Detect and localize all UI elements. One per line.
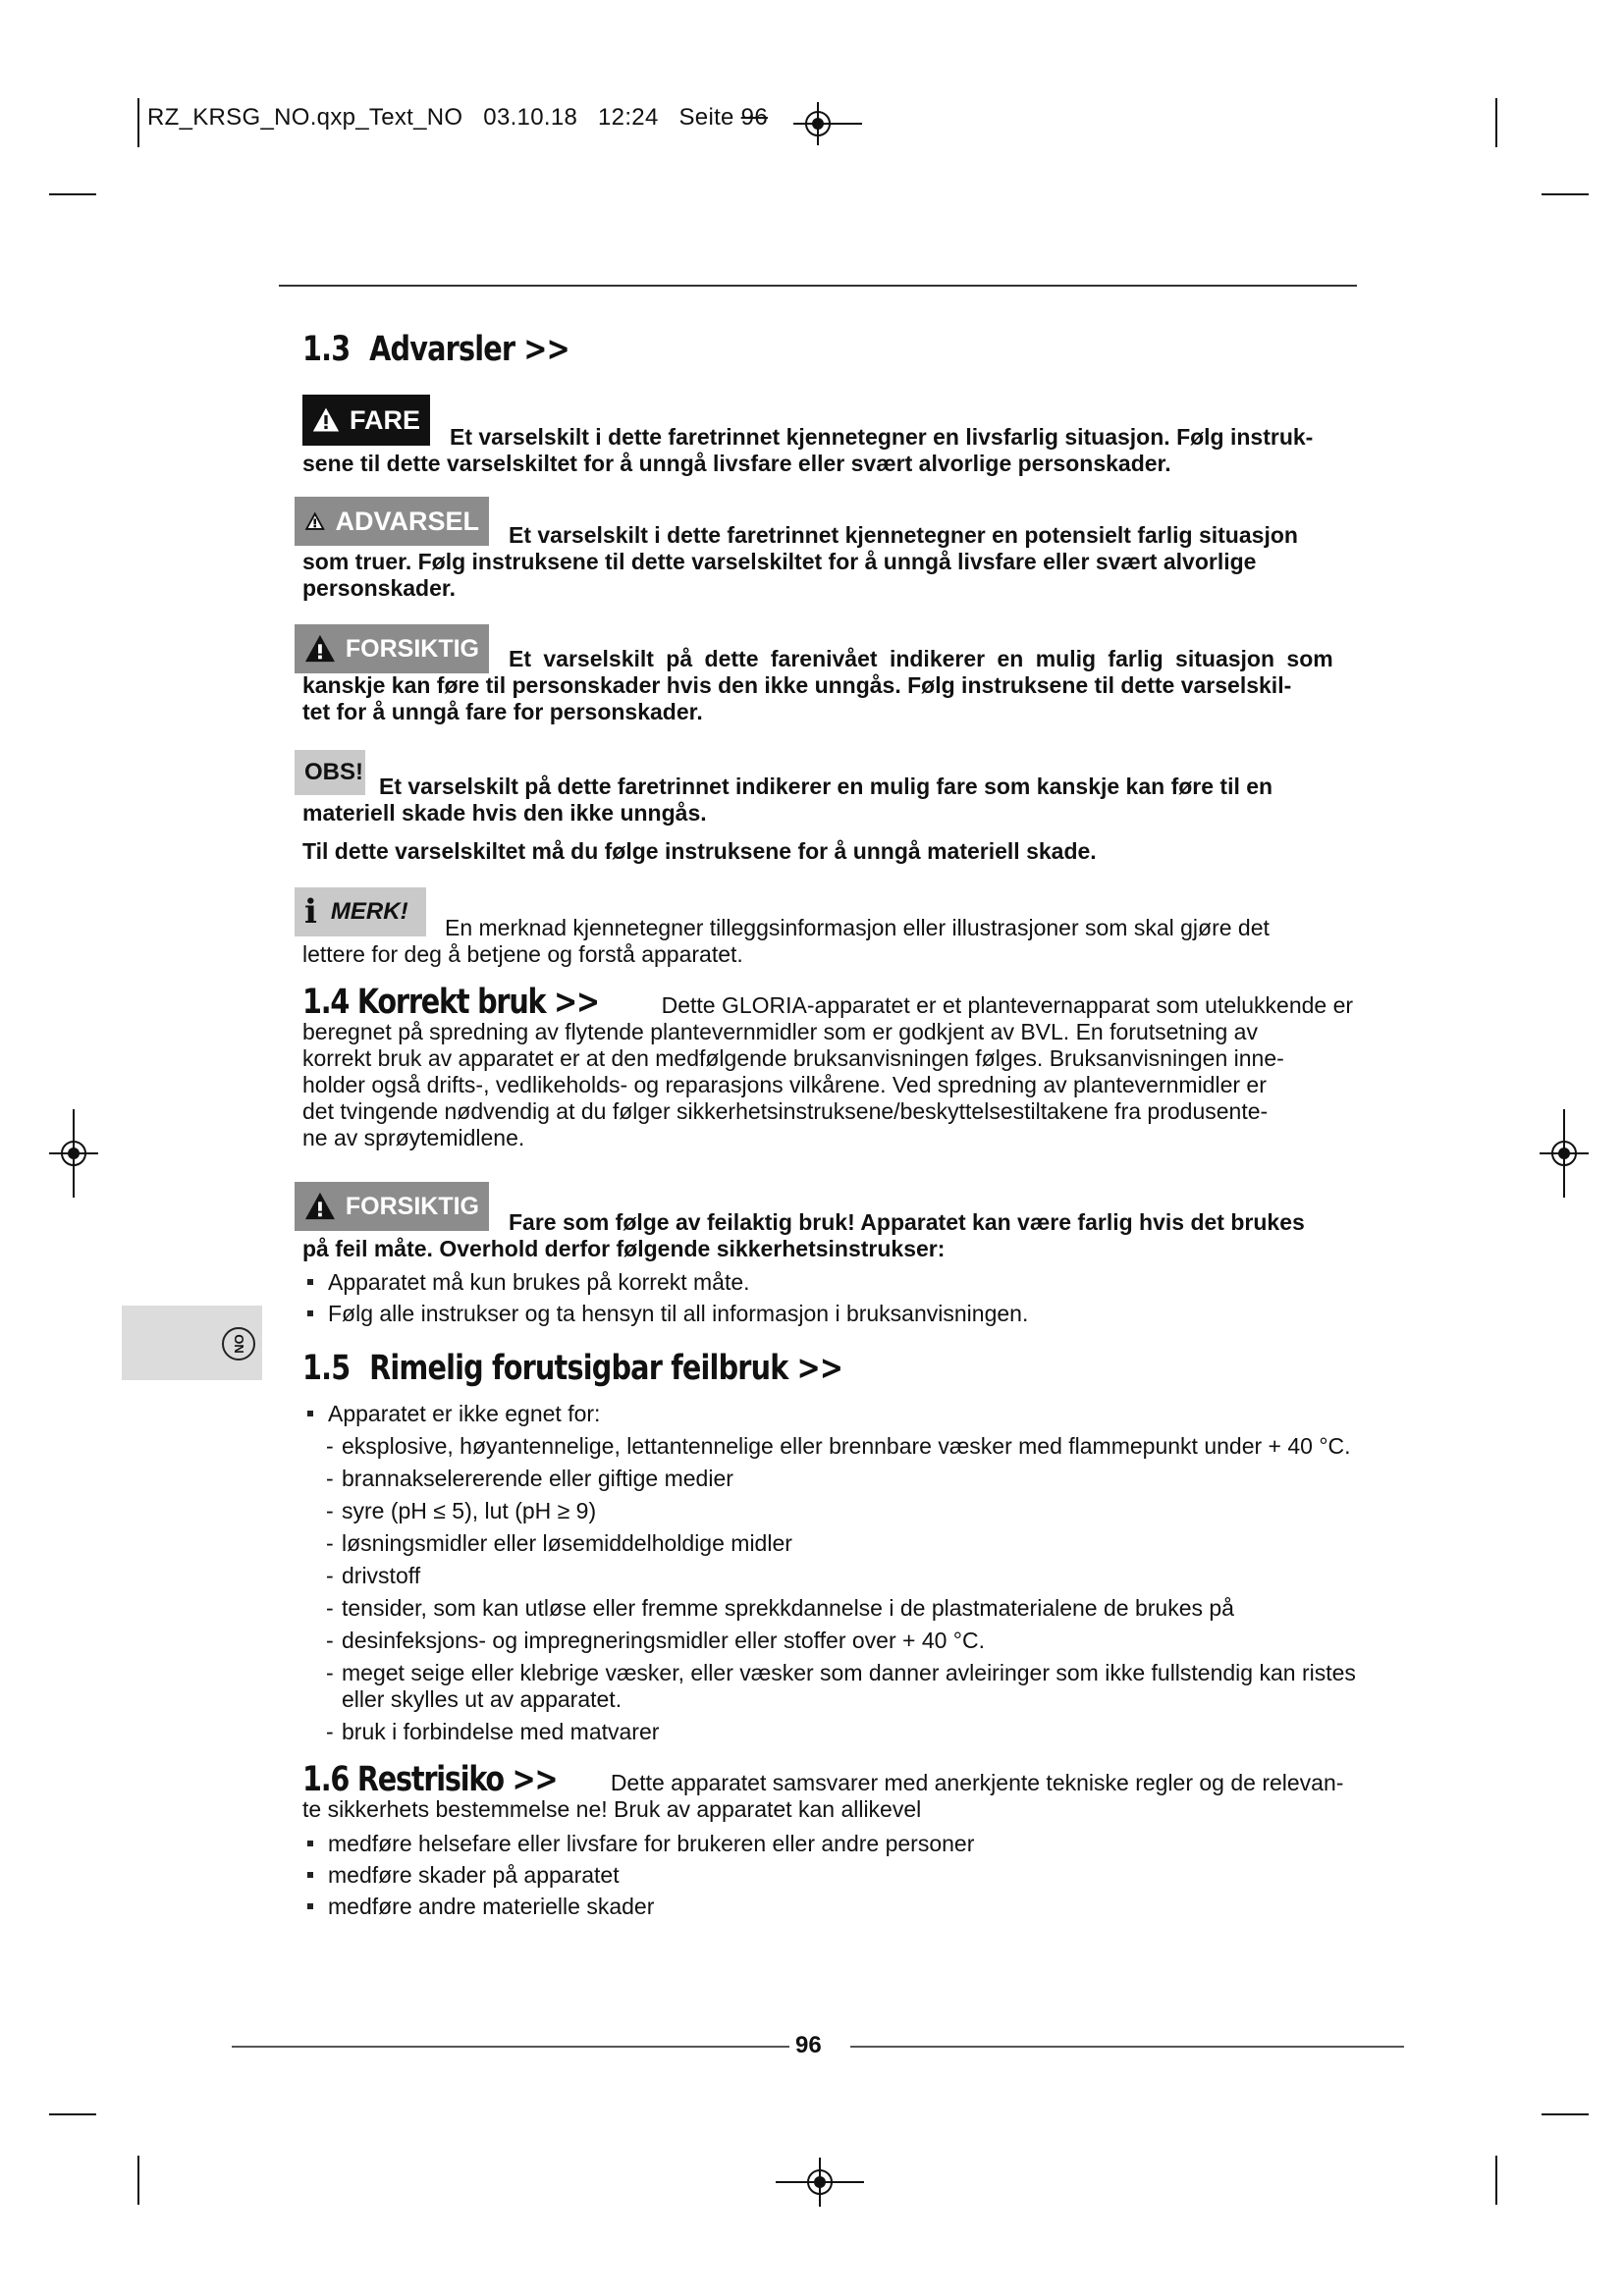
text-line: Fare som følge av feilaktig bruk! Apparatet kan være farlig hvis det brukes (509, 1209, 1305, 1235)
language-tab-label: NO (222, 1327, 255, 1361)
section-heading-1-6: 1.6 Restrisiko >> (302, 1760, 558, 1799)
danger-text (302, 424, 1382, 477)
text-line: Et varselskilt på dette farenivået indikerer en mulig farlig situasjon som (509, 646, 1333, 671)
text-line: lettere for deg å betjene og forstå apparatet. (302, 941, 743, 967)
section-title: Rimelig forutsigbar feilbruk >> (369, 1349, 843, 1388)
note-text (302, 915, 1382, 968)
text-line: som truer. Følg instruksene til dette varselskiltet for å unngå livsfare eller svært alvorlige (302, 549, 1257, 574)
text-line: Til dette varselskiltet må du følge instruksene for å unngå materiell skade. (302, 838, 1097, 864)
dash-list (326, 1430, 1455, 1748)
text-line: sene til dette varselskiltet for å unngå livsfare eller svært alvorlige personskader. (302, 451, 1171, 476)
slug-seite-number: 96 (740, 104, 768, 131)
list-item: - syre (pH ≤ 5), lut (pH ≥ 9) (326, 1495, 1455, 1527)
crop-mark (49, 2113, 96, 2115)
registration-mark-icon (49, 1109, 98, 1198)
notice-text (302, 774, 1382, 865)
text-line (302, 983, 1382, 1022)
text-line: kanskje kan føre til personskader hvis den ikke unngås. Følg instruksene til dette varselskil- (302, 672, 1292, 698)
crop-mark (1495, 2156, 1497, 2205)
caution-text (302, 1209, 1382, 1262)
section-title: Advarsler >> (369, 330, 569, 369)
list-item: medføre andre materielle skader (304, 1891, 974, 1922)
text-line: Et varselskilt i dette faretrinnet kjennetegner en potensielt farlig situasjon (509, 522, 1298, 548)
list-item: - brannakselererende eller giftige medier (326, 1463, 1455, 1495)
crop-mark (1495, 98, 1497, 147)
text-line: på feil måte. Overhold derfor følgende sikkerhetsinstrukser: (302, 1236, 946, 1261)
info-icon: i (304, 892, 317, 932)
text-line: Dette GLORIA-apparatet er et plantevernapparat som utelukkende er (661, 992, 1354, 1018)
text-line: tet for å unngå fare for personskader. (302, 699, 703, 724)
section-heading-1-4: 1.4 Korrekt bruk >> (302, 983, 599, 1022)
footer-rule-left (232, 2046, 789, 2048)
section-number: 1.5 (302, 1349, 351, 1388)
text-line: beregnet på spredning av flytende plantevernmidler som er godkjent av BVL. En forutsetning av (302, 1019, 1258, 1044)
bullet-list (304, 1398, 600, 1429)
crop-mark (1542, 193, 1589, 195)
slug-time: 12:24 (598, 104, 659, 131)
text-line: Dette apparatet samsvarer med anerkjente tekniske regler og de relevan- (610, 1770, 1344, 1795)
text-line: holder også drifts-, vedlikeholds- og reparasjons vilkårene. Ved spredning av plantevernmidler er (302, 1072, 1267, 1097)
list-item: medføre skader på apparatet (304, 1859, 974, 1891)
registration-mark-icon (793, 98, 862, 147)
text-line: ne av sprøytemidlene. (302, 1125, 525, 1150)
text-line: materiell skade hvis den ikke unngås. (302, 800, 707, 826)
section-heading-1-5 (302, 1349, 842, 1388)
crop-mark (1542, 2113, 1589, 2115)
list-item: - bruk i forbindelse med matvarer (326, 1716, 1455, 1748)
list-item: - eksplosive, høyantennelige, lettantennelige eller brennbare væsker med flammepunkt under + 40 °C. (326, 1430, 1455, 1463)
badge-label: FORSIKTIG (345, 634, 479, 663)
list-item: Apparatet må kun brukes på korrekt måte. (304, 1266, 1028, 1298)
crop-mark (137, 98, 139, 147)
list-item: - meget seige eller klebrige væsker, eller væsker som danner avleiringer som ikke fullstendig kan ristes eller skylles ut av apparatet. (326, 1660, 1382, 1713)
list-item: - drivstoff (326, 1560, 1455, 1592)
list-item: - tensider, som kan utløse eller fremme sprekkdannelse i de plastmaterialene de brukes på (326, 1592, 1455, 1625)
badge-label: OBS! (304, 759, 363, 785)
slug-file: RZ_KRSG_NO.qxp_Text_NO (147, 104, 463, 131)
bullet-list (304, 1828, 974, 1922)
list-item: - løsningsmidler eller løsemiddelholdige midler (326, 1527, 1455, 1560)
page-number: 96 (795, 2032, 822, 2058)
text-line: det tvingende nødvendig at du følger sikkerhetsinstruksene/beskyttelsestiltakene fra produsente- (302, 1098, 1269, 1124)
text-line: Et varselskilt i dette faretrinnet kjennetegner en livsfarlig situasjon. Følg instruk- (450, 424, 1314, 450)
text-line: En merknad kjennetegner tilleggsinformasjon eller illustrasjoner som skal gjøre det (445, 915, 1270, 940)
crop-mark (49, 193, 96, 195)
slug-seite-label: Seite (678, 104, 734, 131)
badge-label: FARE (349, 404, 420, 435)
registration-mark-icon (776, 2158, 864, 2207)
crop-mark (137, 2156, 139, 2205)
text-line: te sikkerhets bestemmelse ne! Bruk av apparatet kan allikevel (302, 1796, 922, 1822)
badge-label: ADVARSEL (335, 506, 479, 536)
footer-rule-right (850, 2046, 1404, 2048)
list-item: Apparatet er ikke egnet for: (304, 1398, 600, 1429)
text-line: personskader. (302, 575, 456, 601)
registration-mark-icon (1540, 1109, 1589, 1198)
warning-text (302, 522, 1382, 602)
slug-line (147, 104, 768, 132)
text-line (302, 1760, 1382, 1799)
text-line: Et varselskilt på dette faretrinnet indikerer en mulig fare som kanskje kan føre til en (379, 774, 1273, 799)
list-item: medføre helsefare eller livsfare for brukeren eller andre personer (304, 1828, 974, 1859)
section-1-4-body (302, 983, 1382, 1151)
badge-label: FORSIKTIG (345, 1192, 479, 1220)
section-heading-1-3 (302, 330, 569, 369)
section-1-6-body (302, 1760, 1382, 1823)
list-item: Følg alle instrukser og ta hensyn til all informasjon i bruksanvisningen. (304, 1298, 1028, 1329)
badge-label: MERK! (330, 898, 408, 925)
top-rule (279, 285, 1357, 287)
list-item: - desinfeksjons- og impregneringsmidler eller stoffer over + 40 °C. (326, 1625, 1455, 1657)
caution-text (302, 646, 1382, 725)
bullet-list (304, 1266, 1028, 1329)
text-line: korrekt bruk av apparatet er at den medfølgende bruksanvisningen følges. Bruksanvisningen inne- (302, 1045, 1284, 1071)
section-number: 1.3 (302, 330, 351, 369)
slug-date: 03.10.18 (483, 104, 578, 131)
